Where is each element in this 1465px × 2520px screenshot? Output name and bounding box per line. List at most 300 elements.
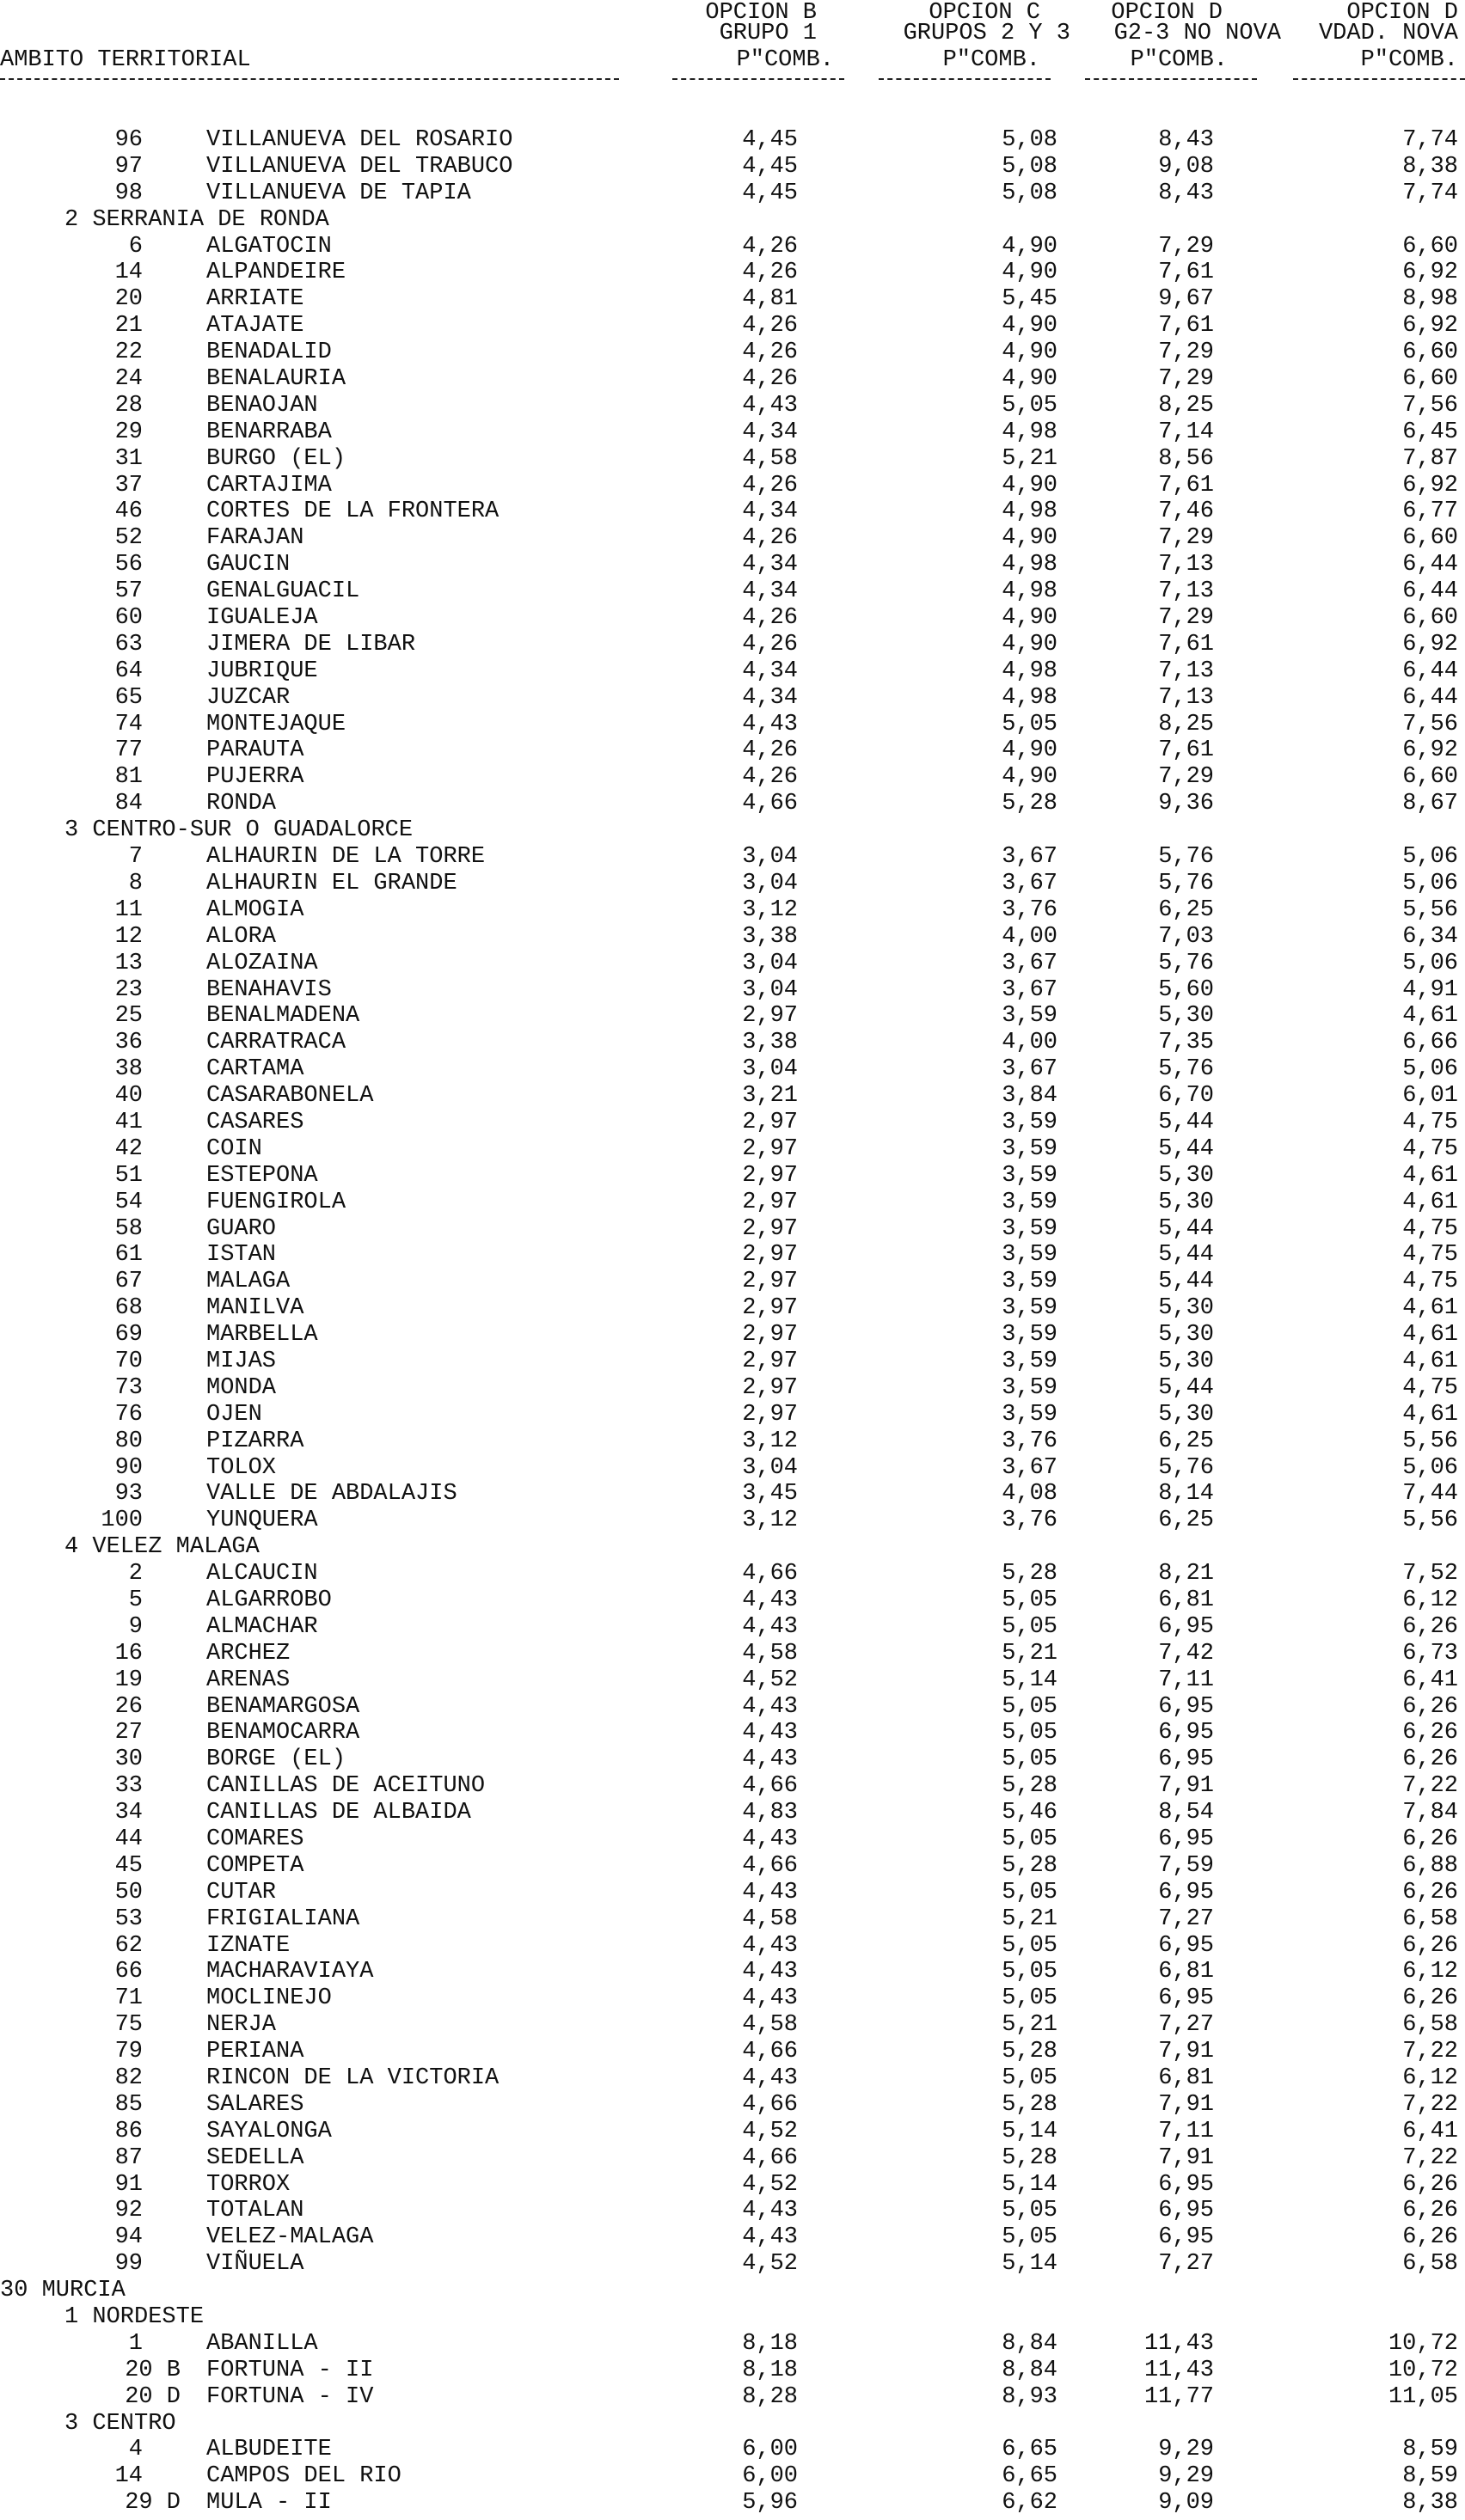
value-opcion-b: 4,52: [742, 2118, 798, 2144]
table-row: [0, 2065, 1465, 2092]
value-opcion-d-nova: 4,91: [1402, 976, 1458, 1003]
value-opcion-d-no-nova: 6,95: [1158, 2224, 1214, 2251]
value-opcion-c: 5,05: [1002, 2224, 1057, 2251]
value-opcion-d-nova: 6,92: [1402, 737, 1458, 764]
value-opcion-d-nova: 4,75: [1402, 1215, 1458, 1242]
value-opcion-b: 4,26: [742, 737, 798, 764]
col3-title: OPCION D: [1111, 0, 1223, 26]
municipality-name: VELEZ-MALAGA: [206, 2224, 374, 2251]
value-opcion-c: 5,28: [1002, 2091, 1057, 2118]
table-row: [0, 712, 1465, 738]
value-opcion-c: 8,84: [1002, 2357, 1057, 2383]
municipality-name: ARCHEZ: [206, 1640, 291, 1667]
value-opcion-b: 4,83: [742, 1800, 798, 1826]
municipality-code: 38: [114, 1056, 143, 1083]
value-opcion-d-no-nova: 7,27: [1158, 2251, 1214, 2278]
table-row: [0, 2198, 1465, 2224]
municipality-name: ESTEPONA: [206, 1162, 318, 1189]
table-row: [0, 897, 1465, 924]
value-opcion-c: 5,08: [1002, 153, 1057, 180]
municipality-name: ISTAN: [206, 1242, 277, 1269]
municipality-name: YUNQUERA: [206, 1508, 318, 1534]
value-opcion-b: 3,21: [742, 1083, 798, 1110]
value-opcion-d-nova: 4,75: [1402, 1242, 1458, 1269]
value-opcion-d-no-nova: 7,11: [1158, 1667, 1214, 1693]
value-opcion-c: 4,90: [1002, 233, 1057, 260]
municipality-code: 36: [114, 1030, 143, 1056]
table-row: [0, 1508, 1465, 1534]
value-opcion-c: 5,28: [1002, 1773, 1057, 1800]
value-opcion-d-nova: 4,61: [1402, 1003, 1458, 1030]
value-opcion-b: 4,34: [742, 498, 798, 525]
value-opcion-d-no-nova: 5,76: [1158, 1454, 1214, 1481]
value-opcion-d-no-nova: 8,43: [1158, 127, 1214, 153]
value-opcion-b: 4,66: [742, 2091, 798, 2118]
table-row: [0, 1003, 1465, 1030]
value-opcion-d-no-nova: 7,91: [1158, 2144, 1214, 2171]
value-opcion-d-no-nova: 5,44: [1158, 1242, 1214, 1269]
value-opcion-d-nova: 6,44: [1402, 578, 1458, 605]
value-opcion-c: 5,05: [1002, 2065, 1057, 2092]
value-opcion-d-no-nova: 7,27: [1158, 1905, 1214, 1932]
value-opcion-b: 4,34: [742, 578, 798, 605]
table-row: [0, 1880, 1465, 1906]
value-opcion-b: 4,26: [742, 605, 798, 632]
municipality-name: BENAHAVIS: [206, 976, 332, 1003]
municipality-name: GUARO: [206, 1215, 277, 1242]
value-opcion-c: 5,28: [1002, 1561, 1057, 1587]
municipality-name: VILLANUEVA DEL ROSARIO: [206, 127, 513, 153]
municipality-code: 66: [114, 1959, 143, 1985]
value-opcion-d-nova: 6,41: [1402, 1667, 1458, 1693]
value-opcion-d-nova: 6,26: [1402, 1879, 1458, 1905]
table-row: [0, 1800, 1465, 1826]
value-opcion-c: 5,05: [1002, 1826, 1057, 1852]
value-opcion-b: 4,43: [742, 2224, 798, 2251]
table-row: [0, 498, 1465, 525]
value-opcion-d-no-nova: 5,60: [1158, 976, 1214, 1003]
value-opcion-b: 8,28: [742, 2383, 798, 2410]
value-opcion-c: 5,14: [1002, 1667, 1057, 1693]
municipality-name: MOCLINEJO: [206, 1985, 332, 2012]
value-opcion-d-nova: 7,74: [1402, 127, 1458, 153]
municipality-code: 73: [114, 1374, 143, 1401]
municipality-code: 50: [114, 1879, 143, 1905]
municipality-code: 9: [128, 1613, 143, 1640]
municipality-name: BENARRABA: [206, 419, 332, 445]
municipality-code: 87: [114, 2144, 143, 2171]
value-opcion-b: 3,04: [742, 1454, 798, 1481]
table-row: [0, 1587, 1465, 1614]
table-row: [0, 871, 1465, 897]
table-row: [0, 924, 1465, 951]
municipality-code: 86: [114, 2118, 143, 2144]
value-opcion-d-no-nova: 6,95: [1158, 1693, 1214, 1720]
value-opcion-b: 2,97: [742, 1109, 798, 1135]
value-opcion-d-no-nova: 8,54: [1158, 1800, 1214, 1826]
value-opcion-b: 2,97: [742, 1401, 798, 1428]
municipality-code: 26: [114, 1693, 143, 1720]
municipality-name: VIÑUELA: [206, 2251, 304, 2278]
municipality-code: 82: [114, 2065, 143, 2092]
header-rule-col2: [879, 78, 1051, 80]
value-opcion-c: 4,90: [1002, 764, 1057, 791]
municipality-code: 58: [114, 1215, 143, 1242]
value-opcion-c: 5,05: [1002, 1932, 1057, 1959]
value-opcion-d-no-nova: 6,95: [1158, 1613, 1214, 1640]
municipality-code: 21: [114, 313, 143, 339]
value-opcion-d-no-nova: 5,44: [1158, 1109, 1214, 1135]
value-opcion-d-no-nova: 7,42: [1158, 1640, 1214, 1667]
value-opcion-d-nova: 6,12: [1402, 2065, 1458, 2092]
value-opcion-b: 4,43: [742, 1720, 798, 1746]
value-opcion-d-nova: 4,75: [1402, 1269, 1458, 1295]
value-opcion-d-no-nova: 9,29: [1158, 2437, 1214, 2463]
municipality-name: CANILLAS DE ALBAIDA: [206, 1800, 471, 1826]
col4-subtitle: VDAD. NOVA: [1318, 21, 1458, 46]
municipality-name: FORTUNA - IV: [206, 2383, 374, 2410]
value-opcion-b: 4,58: [742, 1905, 798, 1932]
value-opcion-d-nova: 6,73: [1402, 1640, 1458, 1667]
value-opcion-d-no-nova: 5,44: [1158, 1135, 1214, 1162]
table-row: [0, 1694, 1465, 1721]
table-row: [0, 1561, 1465, 1587]
value-opcion-b: 4,26: [742, 631, 798, 658]
value-opcion-d-no-nova: 11,43: [1143, 2357, 1214, 2383]
value-opcion-c: 3,67: [1002, 976, 1057, 1003]
value-opcion-c: 4,98: [1002, 684, 1057, 711]
value-opcion-d-nova: 7,56: [1402, 711, 1458, 737]
value-opcion-c: 4,90: [1002, 605, 1057, 632]
value-opcion-b: 4,43: [742, 1613, 798, 1640]
table-row: [0, 844, 1465, 871]
value-opcion-d-no-nova: 9,36: [1158, 791, 1214, 817]
value-opcion-d-nova: 6,26: [1402, 1826, 1458, 1852]
municipality-code: 14: [114, 2463, 143, 2490]
value-opcion-b: 4,43: [742, 1587, 798, 1613]
value-opcion-c: 3,59: [1002, 1003, 1057, 1030]
municipality-name: NERJA: [206, 2012, 277, 2039]
value-opcion-d-no-nova: 7,61: [1158, 631, 1214, 658]
municipality-code: 12: [114, 923, 143, 950]
value-opcion-c: 5,28: [1002, 1852, 1057, 1879]
col1-subtitle: GRUPO 1: [719, 21, 817, 46]
value-opcion-b: 2,97: [742, 1215, 798, 1242]
value-opcion-d-nova: 8,98: [1402, 286, 1458, 313]
municipality-code: 75: [114, 2012, 143, 2039]
value-opcion-d-nova: 6,60: [1402, 366, 1458, 393]
municipality-name: FARAJAN: [206, 525, 304, 552]
municipality-code: 71: [114, 1985, 143, 2012]
value-opcion-d-nova: 6,44: [1402, 552, 1458, 578]
value-opcion-d-nova: 5,06: [1402, 1454, 1458, 1481]
value-opcion-b: 4,43: [742, 1693, 798, 1720]
header-rule-col1: [672, 78, 844, 80]
value-opcion-c: 3,59: [1002, 1348, 1057, 1374]
value-opcion-d-no-nova: 6,95: [1158, 1746, 1214, 1773]
table-row: [0, 1641, 1465, 1667]
value-opcion-d-no-nova: 7,61: [1158, 472, 1214, 498]
value-opcion-d-nova: 7,84: [1402, 1800, 1458, 1826]
table-row: [0, 791, 1465, 817]
municipality-name: JIMERA DE LIBAR: [206, 631, 416, 658]
municipality-code: 57: [114, 578, 143, 605]
table-row: [0, 313, 1465, 339]
table-row: [0, 1667, 1465, 1694]
municipality-name: CARRATRACA: [206, 1030, 346, 1056]
value-opcion-c: 8,84: [1002, 2330, 1057, 2357]
value-opcion-b: 4,43: [742, 711, 798, 737]
value-opcion-d-no-nova: 11,77: [1143, 2383, 1214, 2410]
municipality-name: MIJAS: [206, 1348, 277, 1374]
table-row: [0, 1933, 1465, 1960]
value-opcion-c: 4,90: [1002, 525, 1057, 552]
value-opcion-d-nova: 6,60: [1402, 605, 1458, 632]
table-row: [0, 286, 1465, 313]
zone-heading: [0, 2304, 1465, 2331]
municipality-name: RONDA: [206, 791, 277, 817]
municipality-code: 92: [114, 2198, 143, 2224]
value-opcion-c: 3,59: [1002, 1269, 1057, 1295]
municipality-name: COIN: [206, 1135, 262, 1162]
value-opcion-b: 2,97: [742, 1322, 798, 1349]
value-opcion-d-no-nova: 6,95: [1158, 1879, 1214, 1905]
value-opcion-c: 3,59: [1002, 1189, 1057, 1215]
value-opcion-d-nova: 7,87: [1402, 445, 1458, 472]
value-opcion-d-nova: 6,34: [1402, 923, 1458, 950]
value-opcion-d-no-nova: 8,21: [1158, 1561, 1214, 1587]
value-opcion-d-nova: 6,26: [1402, 1613, 1458, 1640]
value-opcion-c: 6,62: [1002, 2490, 1057, 2517]
table-row: [0, 1110, 1465, 1136]
table-row: [0, 2437, 1465, 2463]
municipality-name: GENALGUACIL: [206, 578, 360, 605]
municipality-code: 8: [128, 870, 143, 896]
value-opcion-d-nova: 7,52: [1402, 1561, 1458, 1587]
value-opcion-c: 5,21: [1002, 1905, 1057, 1932]
municipality-name: MANILVA: [206, 1295, 304, 1322]
municipality-name: ALORA: [206, 923, 277, 950]
table-row: [0, 260, 1465, 286]
value-opcion-c: 5,05: [1002, 1746, 1057, 1773]
header-rule-col3: [1085, 78, 1257, 80]
value-opcion-c: 3,76: [1002, 1428, 1057, 1454]
table-row: [0, 1216, 1465, 1243]
municipality-code: 91: [114, 2171, 143, 2198]
value-opcion-c: 4,98: [1002, 578, 1057, 605]
value-opcion-b: 4,66: [742, 1561, 798, 1587]
table-row: [0, 1720, 1465, 1746]
municipality-name: SEDELLA: [206, 2144, 304, 2171]
municipality-name: CARTAJIMA: [206, 472, 332, 498]
value-opcion-b: 4,26: [742, 260, 798, 286]
municipality-name: COMPETA: [206, 1852, 304, 1879]
value-opcion-d-no-nova: 7,29: [1158, 605, 1214, 632]
value-opcion-d-nova: 6,26: [1402, 2198, 1458, 2224]
value-opcion-b: 3,04: [742, 976, 798, 1003]
municipality-code: 16: [114, 1640, 143, 1667]
value-opcion-c: 4,90: [1002, 631, 1057, 658]
value-opcion-d-no-nova: 7,03: [1158, 923, 1214, 950]
table-row: [0, 2145, 1465, 2172]
value-opcion-b: 4,43: [742, 1746, 798, 1773]
col4-unit: P"COMB.: [1360, 47, 1458, 73]
municipality-code: 98: [114, 180, 143, 206]
ambito-heading: AMBITO TERRITORIAL: [0, 47, 251, 73]
municipality-name: MALAGA: [206, 1269, 291, 1295]
municipality-name: OJEN: [206, 1401, 262, 1428]
table-row: [0, 2358, 1465, 2384]
value-opcion-b: 4,43: [742, 392, 798, 419]
municipality-code: 29 D: [125, 2490, 181, 2517]
municipality-code: 90: [114, 1454, 143, 1481]
table-row: [0, 2172, 1465, 2199]
municipality-name: BORGE (EL): [206, 1746, 346, 1773]
value-opcion-b: 2,97: [742, 1374, 798, 1401]
municipality-name: COMARES: [206, 1826, 304, 1852]
municipality-name: VALLE DE ABDALAJIS: [206, 1481, 457, 1508]
province-heading: [0, 2278, 1465, 2304]
municipality-code: 20 D: [125, 2383, 181, 2410]
value-opcion-b: 4,34: [742, 684, 798, 711]
value-opcion-d-no-nova: 6,95: [1158, 1985, 1214, 2012]
value-opcion-d-nova: 6,60: [1402, 233, 1458, 260]
table-row: [0, 632, 1465, 658]
municipality-code: 52: [114, 525, 143, 552]
municipality-name: BENAMOCARRA: [206, 1720, 360, 1746]
value-opcion-d-no-nova: 6,81: [1158, 2065, 1214, 2092]
col3-unit: P"COMB.: [1130, 47, 1228, 73]
value-opcion-c: 5,05: [1002, 1879, 1057, 1905]
value-opcion-c: 5,05: [1002, 1985, 1057, 2012]
value-opcion-b: 4,43: [742, 1985, 798, 2012]
table-row: [0, 2463, 1465, 2490]
table-row: [0, 393, 1465, 419]
value-opcion-d-no-nova: 7,29: [1158, 764, 1214, 791]
col1-unit: P"COMB.: [736, 47, 834, 73]
municipality-name: PERIANA: [206, 2039, 304, 2065]
table-row: [0, 339, 1465, 366]
value-opcion-d-nova: 6,26: [1402, 1693, 1458, 1720]
value-opcion-c: 5,05: [1002, 1587, 1057, 1613]
municipality-name: IGUALEJA: [206, 605, 318, 632]
table-row: [0, 1190, 1465, 1216]
municipality-code: 96: [114, 127, 143, 153]
municipality-name: RINCON DE LA VICTORIA: [206, 2065, 500, 2092]
table-row: [0, 764, 1465, 791]
value-opcion-d-nova: 7,22: [1402, 2039, 1458, 2065]
municipality-code: 69: [114, 1322, 143, 1349]
municipality-name: ALMACHAR: [206, 1613, 318, 1640]
municipality-code: 56: [114, 552, 143, 578]
value-opcion-b: 4,34: [742, 419, 798, 445]
municipality-name: CASARES: [206, 1109, 304, 1135]
value-opcion-d-no-nova: 7,11: [1158, 2118, 1214, 2144]
value-opcion-d-no-nova: 9,29: [1158, 2463, 1214, 2490]
value-opcion-d-no-nova: 8,25: [1158, 711, 1214, 737]
value-opcion-c: 5,28: [1002, 791, 1057, 817]
municipality-code: 5: [128, 1587, 143, 1613]
municipality-name: ALCAUCIN: [206, 1561, 318, 1587]
municipality-code: 1: [128, 2330, 143, 2357]
value-opcion-d-no-nova: 6,95: [1158, 2198, 1214, 2224]
table-row: [0, 1826, 1465, 1853]
col2-subtitle: GRUPOS 2 Y 3: [903, 21, 1070, 46]
value-opcion-b: 4,66: [742, 791, 798, 817]
value-opcion-d-no-nova: 6,95: [1158, 2171, 1214, 2198]
table-row: [0, 1030, 1465, 1056]
municipality-name: CARTAMA: [206, 1056, 304, 1083]
value-opcion-d-nova: 10,72: [1388, 2357, 1458, 2383]
value-opcion-c: 6,65: [1002, 2437, 1057, 2463]
municipality-code: 46: [114, 498, 143, 525]
table-row: [0, 1614, 1465, 1641]
value-opcion-b: 4,43: [742, 1959, 798, 1985]
value-opcion-c: 3,59: [1002, 1322, 1057, 1349]
value-opcion-b: 3,04: [742, 870, 798, 896]
municipality-code: 41: [114, 1109, 143, 1135]
municipality-name: JUBRIQUE: [206, 658, 318, 684]
value-opcion-d-no-nova: 5,30: [1158, 1189, 1214, 1215]
value-opcion-d-no-nova: 7,61: [1158, 737, 1214, 764]
value-opcion-d-nova: 6,60: [1402, 764, 1458, 791]
municipality-code: 77: [114, 737, 143, 764]
municipality-code: 34: [114, 1800, 143, 1826]
value-opcion-d-no-nova: 7,13: [1158, 578, 1214, 605]
value-opcion-b: 3,12: [742, 896, 798, 923]
value-opcion-d-nova: 6,12: [1402, 1587, 1458, 1613]
table-row: [0, 1375, 1465, 1402]
value-opcion-d-no-nova: 7,61: [1158, 313, 1214, 339]
value-opcion-d-nova: 7,22: [1402, 1773, 1458, 1800]
municipality-code: 97: [114, 153, 143, 180]
value-opcion-d-nova: 6,44: [1402, 658, 1458, 684]
value-opcion-c: 4,00: [1002, 1030, 1057, 1056]
value-opcion-c: 3,67: [1002, 1056, 1057, 1083]
value-opcion-d-nova: 6,12: [1402, 1959, 1458, 1985]
value-opcion-c: 3,59: [1002, 1109, 1057, 1135]
value-opcion-b: 4,45: [742, 180, 798, 206]
table-row: [0, 552, 1465, 578]
table-row: [0, 1985, 1465, 2012]
table-row: [0, 1455, 1465, 1482]
table-row: [0, 1269, 1465, 1295]
value-opcion-d-no-nova: 6,25: [1158, 1428, 1214, 1454]
value-opcion-c: 4,90: [1002, 313, 1057, 339]
value-opcion-d-no-nova: 7,35: [1158, 1030, 1214, 1056]
municipality-name: ALHAURIN EL GRANDE: [206, 870, 457, 896]
value-opcion-c: 5,28: [1002, 2039, 1057, 2065]
value-opcion-b: 3,04: [742, 844, 798, 871]
value-opcion-d-nova: 8,59: [1402, 2463, 1458, 2490]
header-rule-col4: [1293, 78, 1465, 80]
value-opcion-c: 3,67: [1002, 1454, 1057, 1481]
value-opcion-c: 5,14: [1002, 2171, 1057, 2198]
value-opcion-d-nova: 8,67: [1402, 791, 1458, 817]
value-opcion-d-no-nova: 5,76: [1158, 1056, 1214, 1083]
value-opcion-d-nova: 5,06: [1402, 950, 1458, 976]
value-opcion-c: 3,76: [1002, 1508, 1057, 1534]
value-opcion-c: 3,67: [1002, 870, 1057, 896]
municipality-code: 45: [114, 1852, 143, 1879]
value-opcion-c: 3,76: [1002, 896, 1057, 923]
municipality-name: PIZARRA: [206, 1428, 304, 1454]
municipality-code: 42: [114, 1135, 143, 1162]
table-row: [0, 2119, 1465, 2145]
municipality-name: TOLOX: [206, 1454, 277, 1481]
zone-label: 1 NORDESTE: [64, 2304, 205, 2331]
value-opcion-d-no-nova: 6,95: [1158, 1932, 1214, 1959]
